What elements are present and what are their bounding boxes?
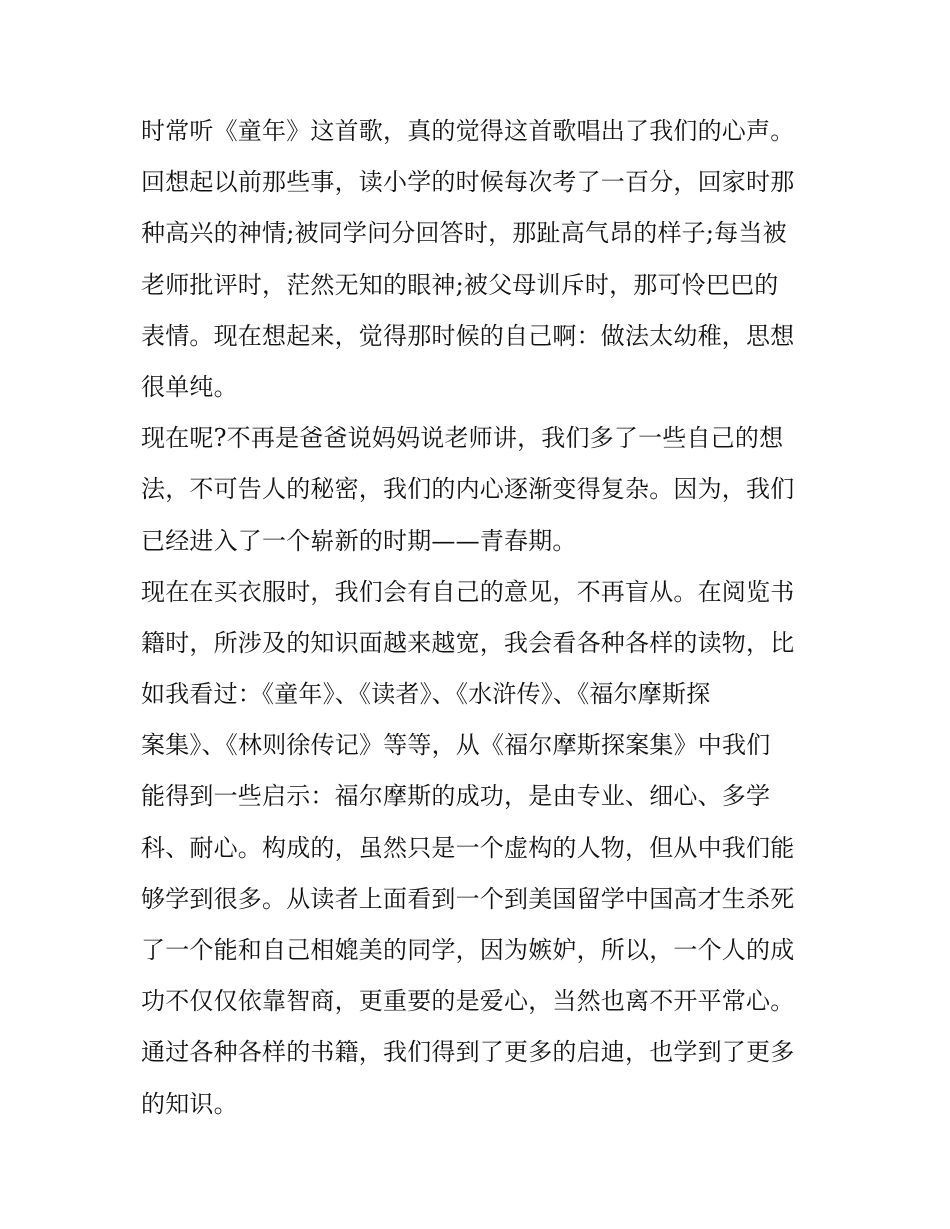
text-line: 回想起以前那些事，读小学的时候每次考了一百分，回家时那 <box>141 168 795 197</box>
text-line: 现在呢?不再是爸爸说妈妈说老师讲，我们多了一些自己的想 <box>141 424 784 453</box>
text-line: 的知识。 <box>141 1089 238 1118</box>
text-line: 现在在买衣服时，我们会有自己的意见，不再盲从。在阅览书 <box>141 577 795 606</box>
body-text <box>141 106 821 1130</box>
text-line: 如我看过：《童年》、《读者》、《水浒传》、《福尔摩斯探 <box>141 680 711 709</box>
text-line: 已经进入了一个崭新的时期——青春期。 <box>141 526 577 555</box>
text-line: 功不仅仅依靠智商，更重要的是爱心，当然也离不开平常心。 <box>141 987 795 1016</box>
text-line: 老师批评时，茫然无知的眼神;被父母训斥时，那可怜巴巴的 <box>141 270 779 299</box>
text-line: 案集》、《林则徐传记》等等，从《福尔摩斯探案集》中我们 <box>141 731 771 760</box>
text-line: 很单纯。 <box>141 372 238 401</box>
text-line: 科、耐心。构成的，虽然只是一个虚构的人物，但从中我们能 <box>141 833 795 862</box>
text-line: 表情。现在想起来，觉得那时候的自己啊：做法太幼稚，思想 <box>141 321 795 350</box>
text-line: 了一个能和自己相媲美的同学，因为嫉妒，所以，一个人的成 <box>141 936 795 964</box>
text-line: 时常听《童年》这首歌，真的觉得这首歌唱出了我们的心声。 <box>141 117 795 145</box>
text-line: 法，不可告人的秘密，我们的内心逐渐变得复杂。因为，我们 <box>141 475 795 504</box>
text-line: 够学到很多。从读者上面看到一个到美国留学中国高才生杀死 <box>141 884 795 913</box>
text-line: 籍时，所涉及的知识面越来越宽，我会看各种各样的读物，比 <box>141 628 795 657</box>
text-line: 能得到一些启示：福尔摩斯的成功，是由专业、细心、多学 <box>141 782 771 811</box>
text-line: 种高兴的神情;被同学问分回答时，那趾高气昂的样子;每当被 <box>141 219 787 248</box>
text-line: 通过各种各样的书籍，我们得到了更多的启迪，也学到了更多 <box>141 1038 795 1067</box>
